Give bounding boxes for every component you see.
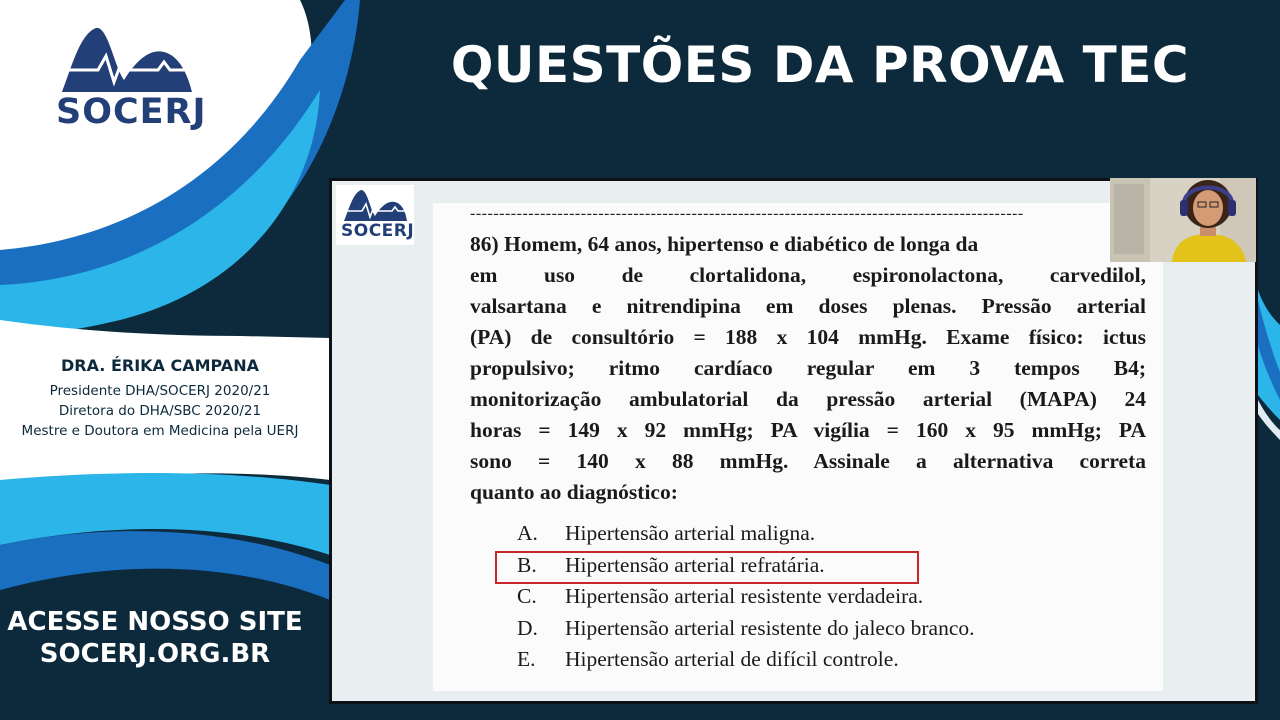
option-letter: D. [517,615,538,640]
option-letter: C. [517,584,537,609]
logo-text: SOCERJ [56,92,207,132]
option-text: Hipertensão arterial resistente do jaleco branco. [565,615,975,640]
option-letter: A. [517,521,538,546]
mountain-heartbeat-icon [342,189,408,223]
presenter-webcam [1110,178,1256,262]
option-b-highlighted [517,550,1137,582]
mountain-heartbeat-icon [58,26,194,96]
question-text [470,229,1146,508]
presenter-title-2: Diretora do DHA/SBC 2020/21 [58,403,262,419]
option-a [517,518,1137,550]
option-c [517,581,1137,613]
question-line: monitorização ambulatorial da pressão arterial (MAPA) 24 [470,387,1146,411]
cta-line-1: ACESSE NOSSO SITE [7,607,303,637]
presenter-name: DRA. ÉRIKA CAMPANA [61,356,259,375]
website-cta [0,606,310,670]
slide-socerj-logo [336,185,414,245]
socerj-logo [52,26,207,138]
question-line: 86) Homem, 64 anos, hipertenso e diabético de longa da [470,232,979,256]
option-text: Hipertensão arterial de difícil controle. [565,647,899,672]
presenter-title-3: Mestre e Doutora em Medicina pela UERJ [21,423,299,439]
website-link[interactable]: SOCERJ.ORG.BR [39,639,271,669]
option-text: Hipertensão arterial maligna. [565,521,816,546]
option-letter: B. [517,552,537,577]
question-line: quanto ao diagnóstico: [470,480,678,504]
option-text: Hipertensão arterial resistente verdadeira. [565,584,924,609]
slide-logo-text: SOCERJ [341,221,415,241]
presenter-video-feed [1110,178,1256,262]
option-letter: E. [517,647,536,672]
question-line: propulsivo; ritmo cardíaco regular em 3 tempos B4; [470,356,1146,380]
option-e [517,644,1137,676]
question-line: (PA) de consultório = 188 x 104 mmHg. Exame físico: ictus [470,325,1146,349]
presenter-info [0,356,320,441]
option-d [517,613,1137,645]
presenter-title-1: Presidente DHA/SOCERJ 2020/21 [49,383,271,399]
page-title: QUESTÕES DA PROVA TEC [450,36,1190,94]
question-line: valsartana e nitrendipina em doses plenas. Pressão arterial [470,294,1146,318]
question-line: horas = 149 x 92 mmHg; PA vigília = 160 x 95 mmHg; PA [470,418,1146,442]
question-line: sono = 140 x 88 mmHg. Assinale a alternativa correta [470,449,1146,473]
question-document [433,203,1163,691]
separator-line: ----------------------------------------------------------------------------------------------- [470,205,1024,222]
answer-options [517,518,1137,676]
option-text: Hipertensão arterial refratária. [565,552,825,577]
question-line: em uso de clortalidona, espironolactona, carvedilol, [470,263,1146,287]
